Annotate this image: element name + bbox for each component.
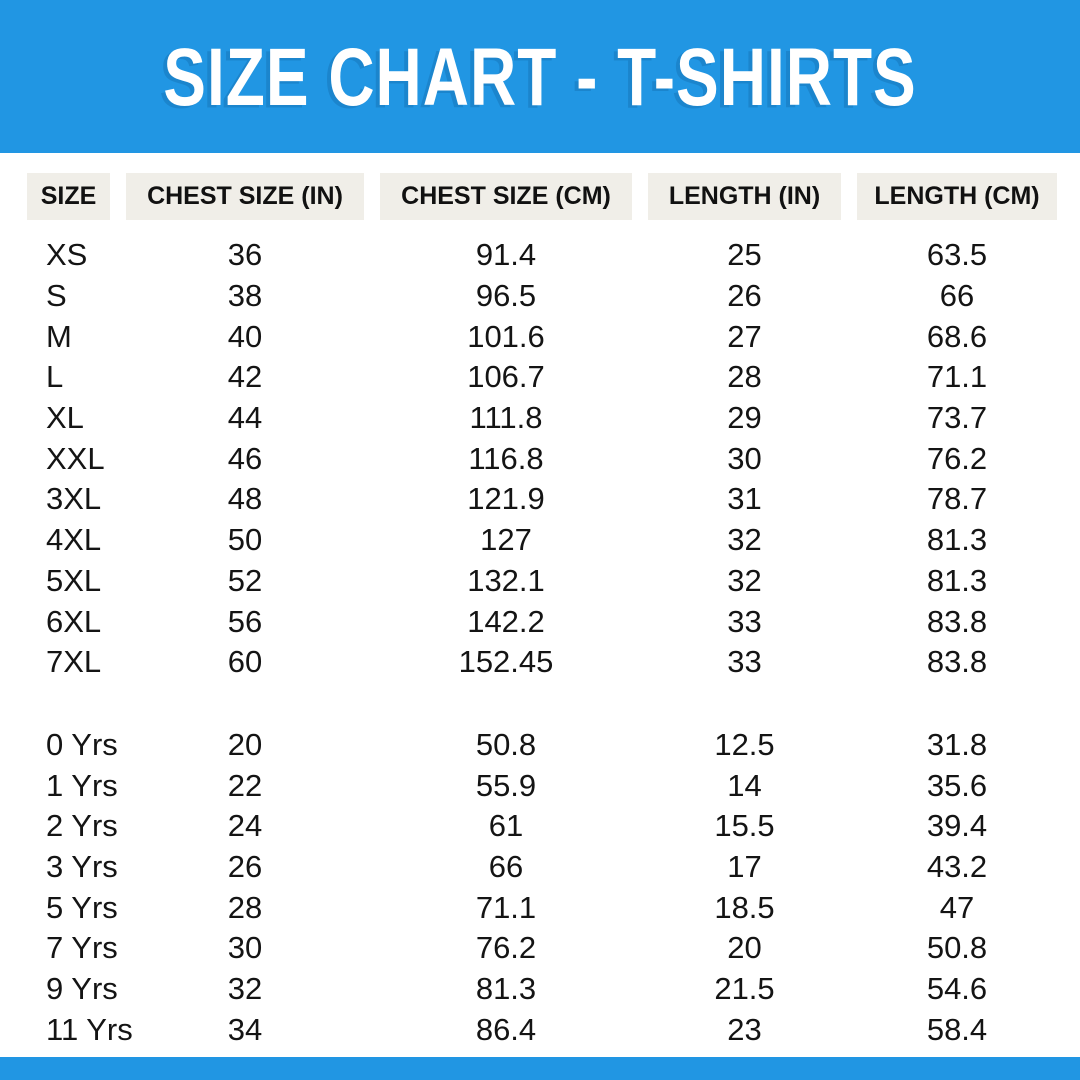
measurement-value-cell: 42	[227, 359, 263, 395]
title-banner	[0, 0, 1080, 153]
column-header-length-cm: LENGTH (CM)	[857, 173, 1057, 220]
measurement-value-cell: 83.8	[926, 603, 988, 639]
measurement-value-cell: 44	[227, 400, 263, 436]
measurement-value-cell: 152.45	[458, 644, 554, 680]
size-label-cell: XL	[46, 400, 84, 436]
measurement-value-cell: 20	[227, 726, 263, 762]
measurement-value-cell: 142.2	[467, 603, 545, 639]
measurement-value-cell: 46	[227, 440, 263, 476]
measurement-value-cell: 32	[727, 562, 762, 598]
table-row	[0, 357, 1080, 398]
measurement-value-cell: 38	[227, 278, 263, 314]
table-row	[0, 725, 1080, 766]
measurement-value-cell: 50	[227, 522, 263, 558]
measurement-value-cell: 55.9	[475, 767, 537, 803]
table-row	[0, 235, 1080, 276]
column-header-chest-in: CHEST SIZE (IN)	[126, 173, 364, 220]
measurement-value-cell: 91.4	[475, 237, 537, 273]
measurement-value-cell: 68.6	[926, 318, 988, 354]
measurement-value-cell: 52	[227, 562, 263, 598]
measurement-value-cell: 81.3	[926, 522, 988, 558]
table-row	[0, 520, 1080, 561]
measurement-value-cell: 27	[727, 318, 762, 354]
measurement-value-cell: 54.6	[926, 971, 988, 1007]
measurement-value-cell: 36	[227, 237, 263, 273]
measurement-value-cell: 96.5	[475, 278, 537, 314]
measurement-value-cell: 48	[227, 481, 263, 517]
measurement-value-cell: 71.1	[475, 889, 537, 925]
size-label-cell: 7XL	[46, 644, 102, 680]
measurement-value-cell: 22	[227, 767, 263, 803]
measurement-value-cell: 33	[727, 603, 762, 639]
size-label-cell: 2 Yrs	[46, 808, 118, 844]
column-header-chest-cm: CHEST SIZE (CM)	[380, 173, 632, 220]
size-label-cell: 11 Yrs	[46, 1011, 133, 1047]
adult-sizes-section	[0, 235, 1080, 683]
measurement-value-cell: 18.5	[714, 889, 775, 925]
measurement-value-cell: 32	[227, 971, 263, 1007]
size-label-cell: 4XL	[46, 522, 102, 558]
measurement-value-cell: 30	[227, 930, 263, 966]
measurement-value-cell: 127	[480, 522, 532, 558]
column-header-size: SIZE	[27, 173, 110, 220]
measurement-value-cell: 28	[727, 359, 762, 395]
measurement-value-cell: 121.9	[467, 481, 545, 517]
size-label-cell: S	[46, 278, 67, 314]
measurement-value-cell: 86.4	[475, 1011, 537, 1047]
measurement-value-cell: 26	[227, 848, 263, 884]
section-spacer	[0, 683, 1080, 725]
measurement-value-cell: 32	[727, 522, 762, 558]
size-label-cell: 6XL	[46, 603, 102, 639]
size-label-cell: M	[46, 318, 72, 354]
measurement-value-cell: 78.7	[926, 481, 988, 517]
size-label-cell: XS	[46, 237, 88, 273]
measurement-value-cell: 17	[727, 848, 762, 884]
measurement-value-cell: 14	[727, 767, 762, 803]
column-header-length-in: LENGTH (IN)	[648, 173, 841, 220]
table-row	[0, 398, 1080, 439]
size-label-cell: 3XL	[46, 481, 102, 517]
measurement-value-cell: 28	[227, 889, 263, 925]
footer-bar	[0, 1057, 1080, 1080]
size-table-body	[0, 235, 1080, 1050]
measurement-value-cell: 29	[727, 400, 762, 436]
table-row	[0, 561, 1080, 602]
measurement-value-cell: 34	[227, 1011, 263, 1047]
measurement-value-cell: 12.5	[714, 726, 775, 762]
measurement-value-cell: 81.3	[475, 971, 537, 1007]
kids-sizes-section	[0, 725, 1080, 1051]
size-label-cell: 9 Yrs	[46, 971, 118, 1007]
measurement-value-cell: 81.3	[926, 562, 988, 598]
page-title: SIZE CHART - T-SHIRTS	[163, 30, 917, 123]
measurement-value-cell: 24	[227, 808, 263, 844]
table-row	[0, 1009, 1080, 1050]
measurement-value-cell: 40	[227, 318, 263, 354]
measurement-value-cell: 31	[727, 481, 762, 517]
measurement-value-cell: 20	[727, 930, 762, 966]
measurement-value-cell: 71.1	[926, 359, 988, 395]
measurement-value-cell: 116.8	[468, 440, 544, 476]
measurement-value-cell: 73.7	[926, 400, 988, 436]
table-row	[0, 887, 1080, 928]
measurement-value-cell: 39.4	[926, 808, 988, 844]
measurement-value-cell: 26	[727, 278, 762, 314]
measurement-value-cell: 60	[227, 644, 263, 680]
size-label-cell: 1 Yrs	[46, 767, 118, 803]
measurement-value-cell: 21.5	[714, 971, 775, 1007]
measurement-value-cell: 50.8	[926, 930, 988, 966]
measurement-value-cell: 101.6	[467, 318, 545, 354]
measurement-value-cell: 63.5	[926, 237, 988, 273]
table-row	[0, 601, 1080, 642]
size-label-cell: 7 Yrs	[46, 930, 118, 966]
table-row	[0, 316, 1080, 357]
table-row	[0, 479, 1080, 520]
column-header-row	[0, 173, 1080, 220]
measurement-value-cell: 47	[939, 889, 975, 925]
measurement-value-cell: 30	[727, 440, 762, 476]
measurement-value-cell: 106.7	[467, 359, 545, 395]
table-row	[0, 642, 1080, 683]
size-label-cell: L	[46, 359, 64, 395]
measurement-value-cell: 35.6	[926, 767, 988, 803]
table-row	[0, 969, 1080, 1010]
measurement-value-cell: 56	[227, 603, 263, 639]
measurement-value-cell: 31.8	[926, 726, 988, 762]
measurement-value-cell: 25	[727, 237, 762, 273]
measurement-value-cell: 58.4	[926, 1011, 988, 1047]
measurement-value-cell: 132.1	[467, 562, 545, 598]
measurement-value-cell: 15.5	[714, 808, 775, 844]
table-row	[0, 847, 1080, 888]
table-row	[0, 928, 1080, 969]
size-label-cell: 0 Yrs	[46, 726, 118, 762]
measurement-value-cell: 61	[488, 808, 524, 844]
table-row	[0, 438, 1080, 479]
measurement-value-cell: 50.8	[475, 726, 537, 762]
measurement-value-cell: 43.2	[926, 848, 988, 884]
measurement-value-cell: 33	[727, 644, 762, 680]
measurement-value-cell: 76.2	[475, 930, 537, 966]
table-row	[0, 276, 1080, 317]
size-label-cell: 5XL	[46, 562, 102, 598]
measurement-value-cell: 83.8	[926, 644, 988, 680]
table-row	[0, 806, 1080, 847]
size-label-cell: 5 Yrs	[46, 889, 118, 925]
size-label-cell: XXL	[46, 440, 105, 476]
measurement-value-cell: 76.2	[926, 440, 988, 476]
measurement-value-cell: 66	[939, 278, 975, 314]
measurement-value-cell: 23	[727, 1011, 762, 1047]
size-label-cell: 3 Yrs	[46, 848, 118, 884]
measurement-value-cell: 111.8	[469, 400, 543, 436]
measurement-value-cell: 66	[488, 848, 524, 884]
table-row	[0, 765, 1080, 806]
